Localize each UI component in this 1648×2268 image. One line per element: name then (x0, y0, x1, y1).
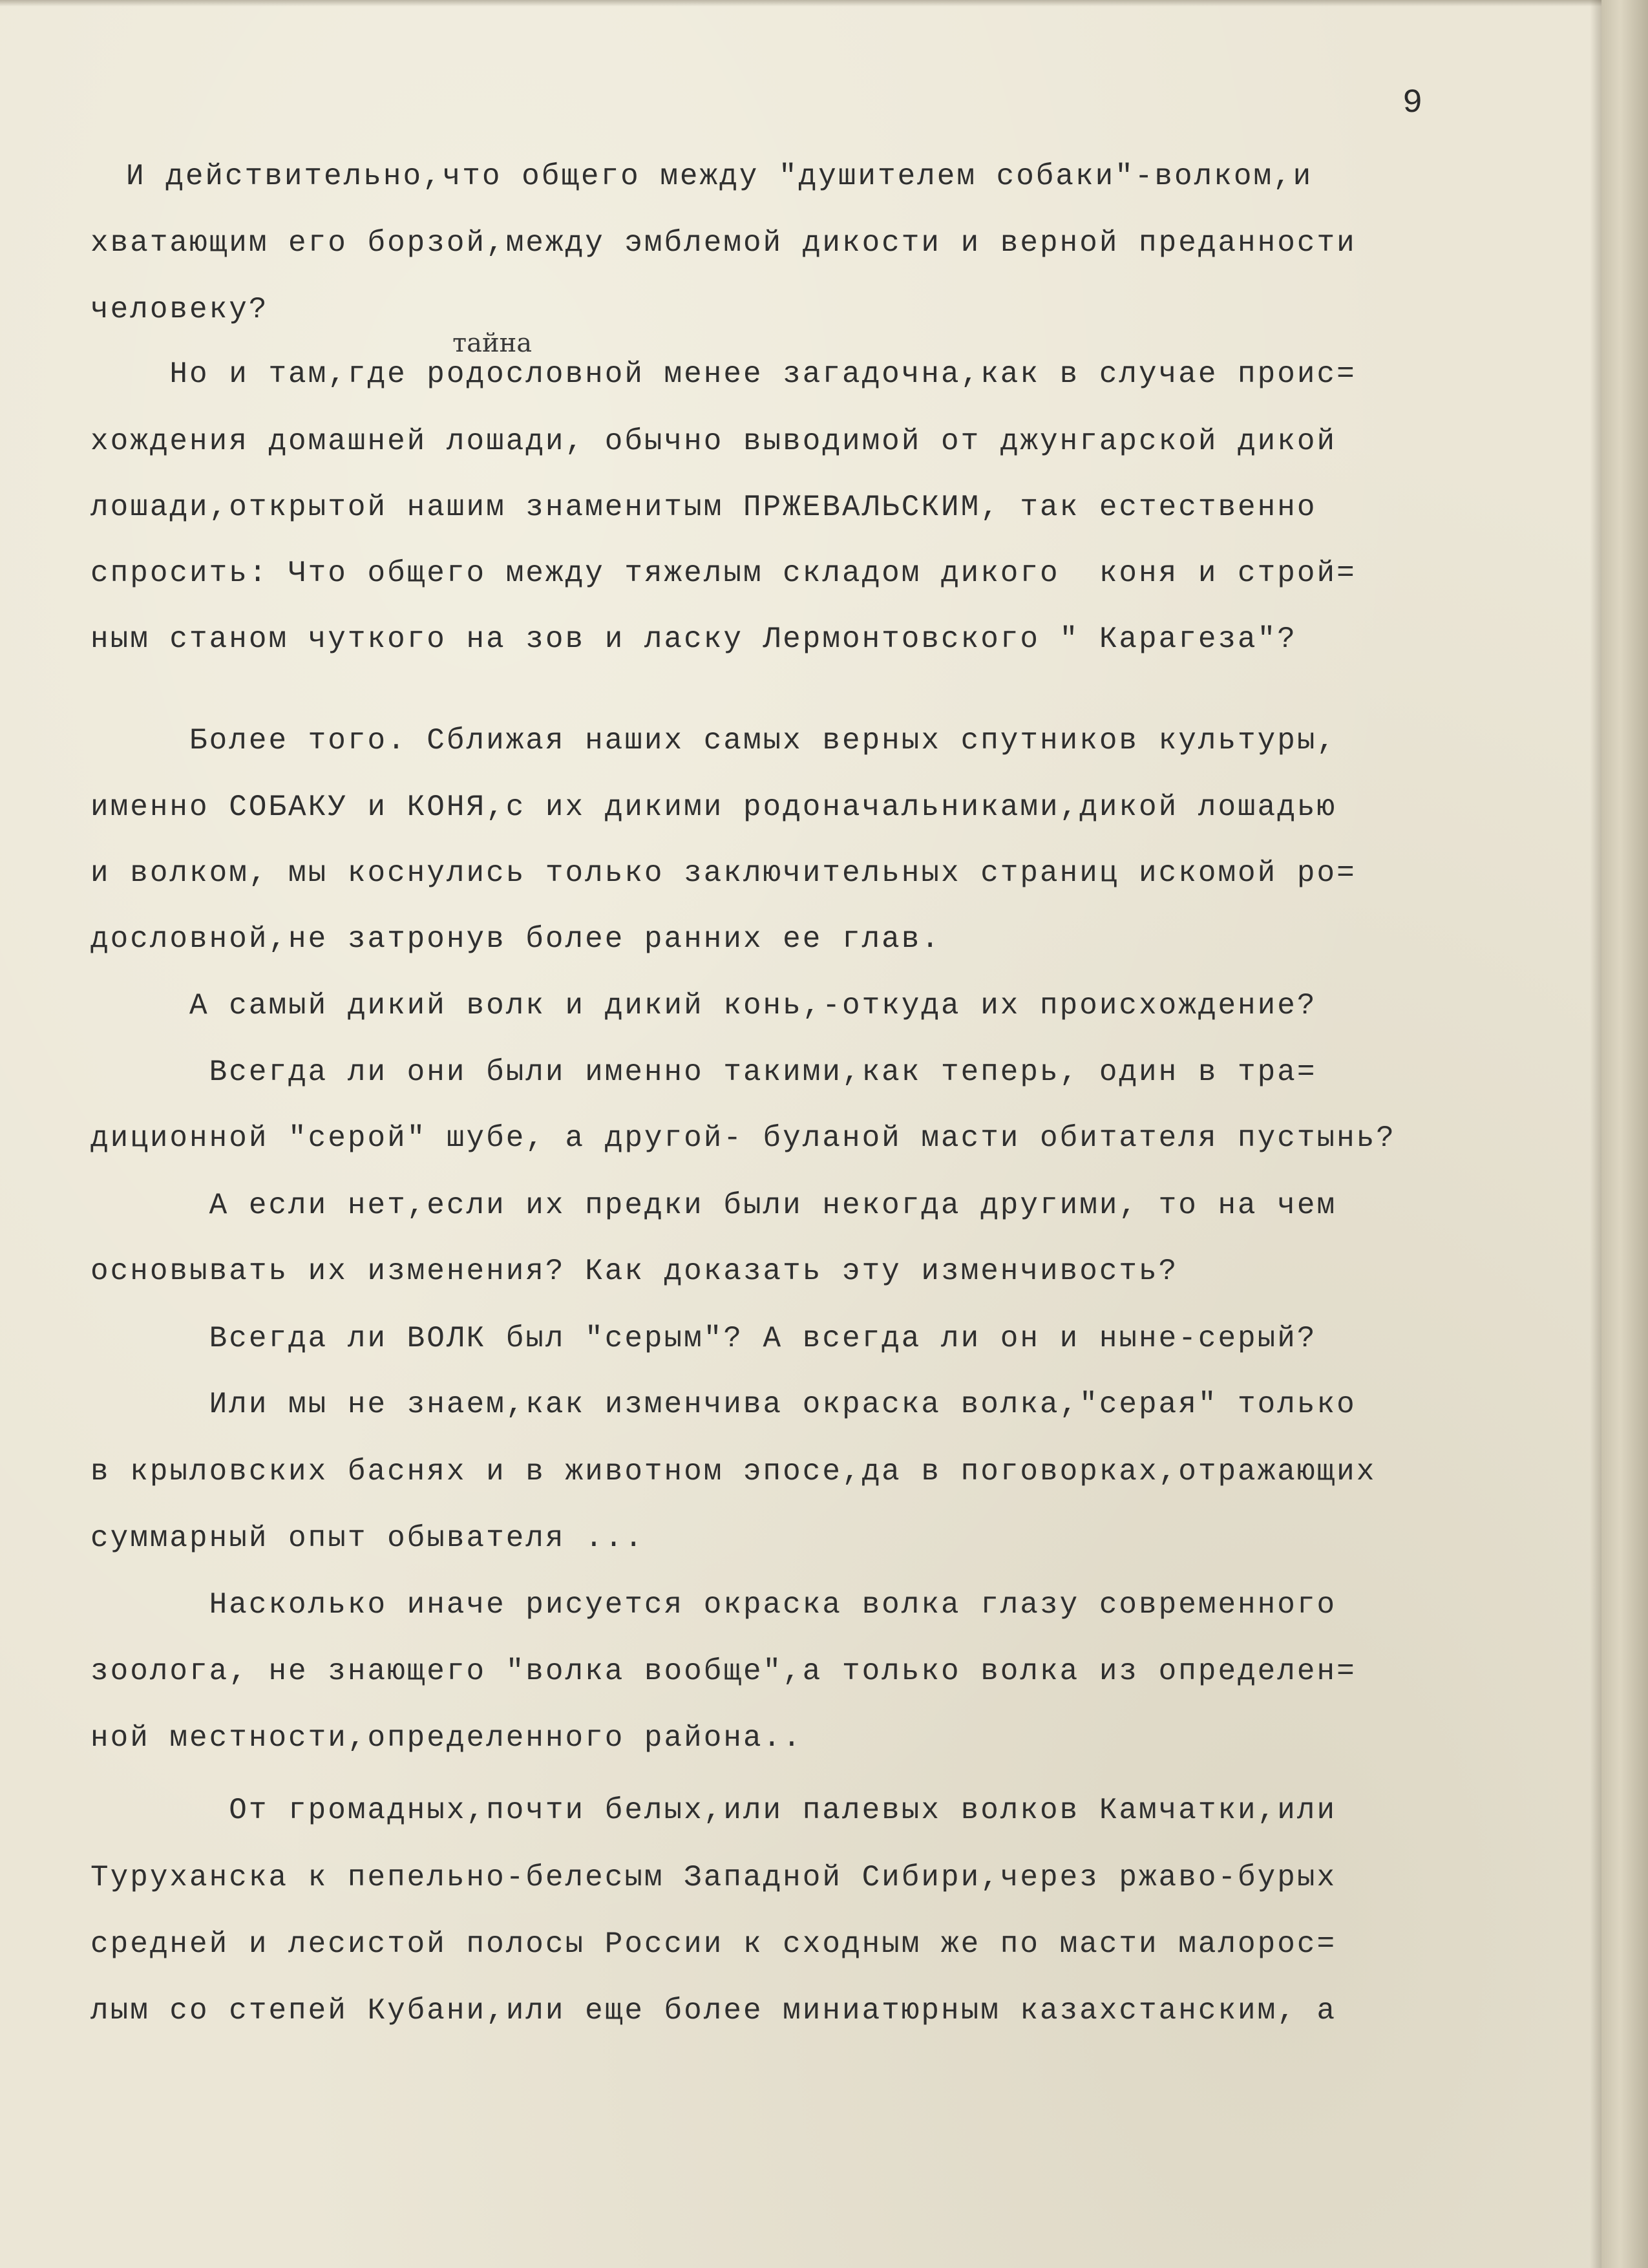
text-line: суммарный опыт обывателя ... (90, 1521, 644, 1555)
text-line: ной местности,определенного района.. (90, 1721, 803, 1755)
text-line: А самый дикий волк и дикий конь,-откуда их происхождение? (90, 989, 1317, 1023)
text-line: в крыловских баснях и в животном эпосе,да в поговорках,отражающих (90, 1455, 1377, 1489)
text-line: человеку? (90, 293, 269, 326)
text-line: диционной "серой" шубе, а другой- буланой масти обитателя пустынь? (90, 1121, 1396, 1155)
page-top-shadow (0, 0, 1601, 6)
text-line: хождения домашней лошади, обычно выводимой от джунгарской дикой (90, 425, 1337, 458)
text-line: Всегда ли ВОЛК был "серым"? А всегда ли он и ныне-серый? (90, 1322, 1317, 1355)
text-line: А если нет,если их предки были некогда другими, то на чем (90, 1189, 1337, 1222)
page-number: 9 (1402, 84, 1423, 122)
handwritten-insertion: тайна (452, 328, 533, 358)
text-line: Более того. Сближая наших самых верных спутников культуры, (90, 724, 1337, 758)
text-line: основывать их изменения? Как доказать эту изменчивость? (90, 1255, 1179, 1288)
text-line: И действительно,что общего между "душителем собаки"-волком,и (126, 160, 1313, 193)
text-line: Но и там,где родословной менее загадочна,как в случае проис= (90, 357, 1357, 391)
paper-edge (1601, 0, 1648, 2268)
page-right-shadow (1590, 0, 1601, 2268)
text-line: лым со степей Кубани,или еще более миниатюрным казахстанским, а (90, 1994, 1337, 2028)
text-line: средней и лесистой полосы России к сходным же по масти малорос= (90, 1927, 1337, 1961)
text-line: Насколько иначе рисуется окраска волка глазу современного (90, 1588, 1337, 1622)
text-line: зоолога, не знающего "волка вообще",а только волка из определен= (90, 1655, 1357, 1688)
text-line: Туруханска к пепельно-белесым Западной Сибири,через ржаво-бурых (90, 1861, 1337, 1894)
text-line: дословной,не затронув более ранних ее глав. (90, 922, 941, 956)
text-line: Всегда ли они были именно такими,как теперь, один в тра= (90, 1055, 1317, 1089)
text-line: От громадных,почти белых,или палевых волков Камчатки,или (90, 1794, 1337, 1827)
text-line: спросить: Что общего между тяжелым складом дикого коня и строй= (90, 556, 1357, 590)
text-line: именно СОБАКУ и КОНЯ,с их дикими родоначальниками,дикой лошадью (90, 790, 1337, 824)
text-line: Или мы не знаем,как изменчива окраска волка,"серая" только (90, 1388, 1357, 1421)
text-line: лошади,открытой нашим знаменитым ПРЖЕВАЛЬСКИМ, так естественно (90, 491, 1317, 524)
text-line: хватающим его борзой,между эмблемой дикости и верной преданности (90, 226, 1357, 260)
text-line: ным станом чуткого на зов и ласку Лермонтовского " Карагеза"? (90, 622, 1297, 656)
text-line: и волком, мы коснулись только заключительных страниц искомой ро= (90, 856, 1357, 890)
